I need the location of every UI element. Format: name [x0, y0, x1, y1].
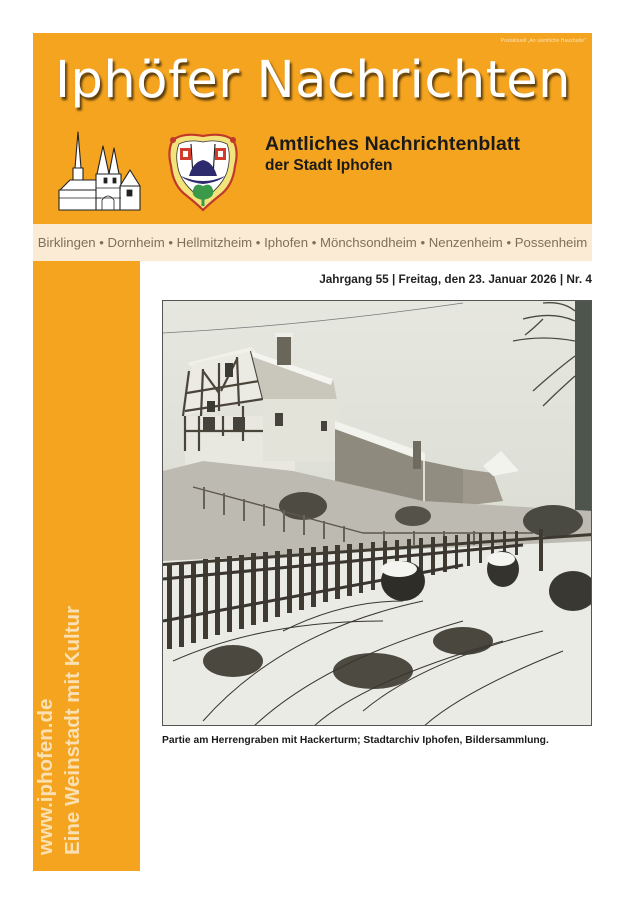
- photo-caption: Partie am Herrengraben mit Hackerturm; Stadtarchiv Iphofen, Bildersammlung.: [162, 735, 549, 746]
- subtitle-official-bulletin: Amtliches Nachrichtenblatt: [265, 133, 521, 155]
- masthead: [33, 33, 592, 224]
- snowy-house-photo: [163, 301, 592, 726]
- sidebar-vertical-text: [32, 606, 86, 855]
- districts-band: [33, 224, 592, 261]
- cover-photo: [162, 300, 592, 726]
- website-url[interactable]: www.iphofen.de: [34, 698, 57, 855]
- issue-info: Jahrgang 55 | Freitag, den 23. Januar 2026 | Nr. 4: [319, 272, 592, 286]
- church-logo-icon: [56, 128, 142, 213]
- newspaper-title: Iphöfer Nachrichten: [55, 51, 571, 110]
- town-slogan: Eine Weinstadt mit Kultur: [61, 605, 84, 855]
- sidebar-slogan-panel: [33, 261, 140, 871]
- postal-note: Postaktuell „An sämtliche Haushalte“: [500, 38, 586, 44]
- coat-of-arms-icon: [163, 130, 243, 212]
- subtitle-town: der Stadt Iphofen: [265, 157, 393, 174]
- districts-list: Birklingen • Dornheim • Hellmitzheim • Iphofen • Mönchsondheim • Nenzenheim • Possenheim: [37, 235, 588, 250]
